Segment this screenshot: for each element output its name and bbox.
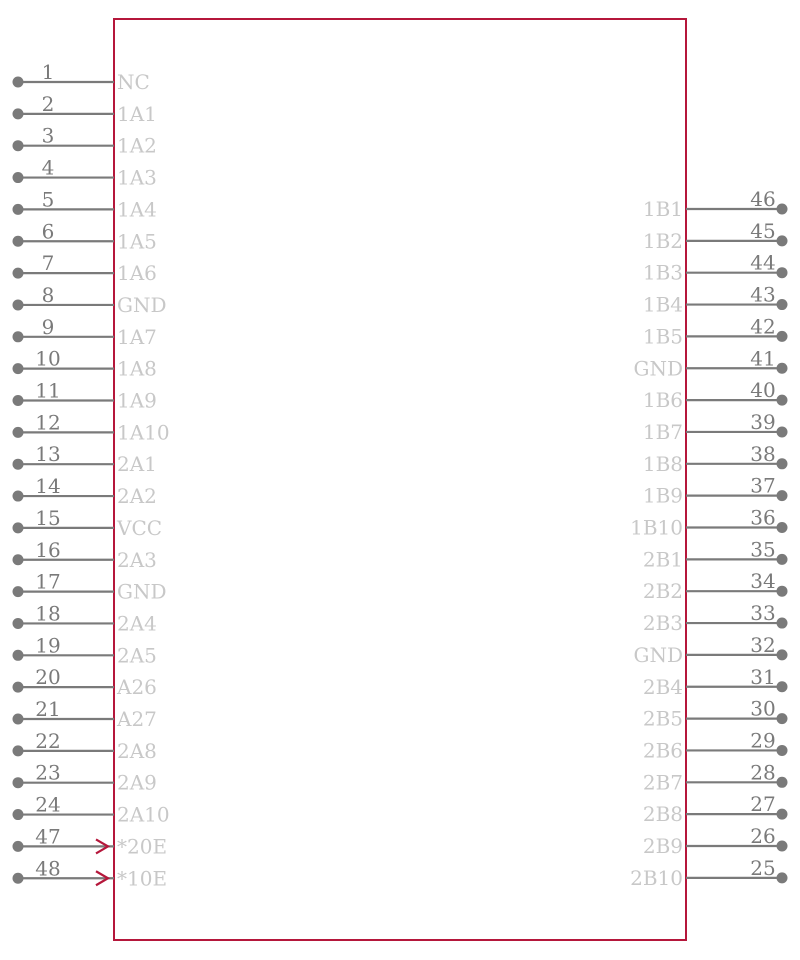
pin-name: 1B5: [642, 324, 683, 349]
pin-dot: [13, 586, 24, 597]
pin-name: *20E: [117, 834, 168, 859]
pin-dot: [777, 299, 788, 310]
pin-name: 1A5: [117, 229, 157, 254]
pin-dot: [777, 490, 788, 501]
pin-number: 45: [750, 218, 776, 243]
pin-name: GND: [117, 292, 167, 317]
left-pin-20: [13, 665, 157, 699]
right-pin-30: [643, 697, 788, 731]
left-pin-47: [13, 824, 168, 858]
pin-dot: [777, 586, 788, 597]
pin-dot: [13, 809, 24, 820]
right-pin-group: [630, 187, 787, 890]
pin-dot: [777, 395, 788, 406]
pin-name: 1B4: [642, 292, 683, 317]
pin-dot: [13, 650, 24, 661]
left-pin-1: [13, 60, 150, 94]
pin-number: 12: [35, 410, 61, 435]
pin-name: 1A3: [117, 165, 157, 190]
left-pin-10: [13, 347, 157, 381]
pin-dot: [13, 745, 24, 756]
left-pin-14: [13, 474, 157, 508]
pin-dot: [13, 140, 24, 151]
pin-number: 30: [750, 696, 776, 721]
pin-name: 2B7: [642, 770, 683, 795]
left-pin-group: [13, 60, 170, 890]
right-pin-26: [643, 824, 788, 858]
left-pin-2: [13, 92, 157, 126]
right-pin-31: [643, 665, 788, 699]
pin-name: 1A8: [117, 356, 157, 381]
pin-dot: [777, 235, 788, 246]
pin-number: 6: [41, 219, 55, 244]
pin-dot: [13, 554, 24, 565]
pin-name: 2B1: [642, 547, 683, 572]
pin-number: 23: [35, 760, 61, 785]
left-pin-4: [13, 156, 157, 190]
pin-number: 15: [35, 505, 61, 530]
pin-number: 37: [750, 473, 776, 498]
pin-number: 41: [750, 346, 776, 371]
pin-dot: [13, 522, 24, 533]
left-pin-6: [13, 219, 157, 253]
pin-dot: [13, 108, 24, 119]
pin-name: 2A3: [117, 547, 157, 572]
pin-name: 2B3: [642, 611, 683, 636]
pin-dot: [777, 649, 788, 660]
pin-dot: [13, 682, 24, 693]
pin-number: 24: [35, 792, 61, 817]
pin-number: 29: [750, 728, 776, 753]
right-pin-34: [643, 569, 788, 603]
pin-dot: [13, 236, 24, 247]
left-pin-12: [13, 410, 170, 444]
pin-name: 1B1: [642, 197, 683, 221]
pin-number: 46: [750, 187, 776, 211]
pin-dot: [777, 522, 788, 533]
pin-dot: [777, 681, 788, 692]
pin-name: 1A9: [117, 388, 157, 413]
pin-dot: [13, 873, 24, 884]
pin-number: 4: [41, 155, 55, 180]
pin-number: 31: [750, 664, 776, 689]
left-pin-18: [13, 601, 157, 635]
pin-number: 10: [35, 346, 61, 371]
pin-dot: [13, 395, 24, 406]
pin-number: 17: [35, 569, 61, 594]
pin-number: 43: [750, 282, 776, 307]
pin-number: 28: [750, 760, 776, 785]
right-pin-25: [630, 856, 787, 890]
pin-name: 2B2: [642, 579, 683, 604]
pin-number: 47: [35, 824, 61, 849]
right-pin-28: [643, 760, 788, 794]
pin-number: 8: [41, 282, 55, 307]
pin-name: GND: [633, 356, 683, 381]
pin-name: 1B6: [642, 388, 683, 413]
ic-body-outline: [114, 19, 686, 940]
pin-dot: [777, 745, 788, 756]
left-pin-7: [13, 251, 157, 285]
pin-number: 48: [35, 856, 61, 881]
left-pin-22: [13, 729, 157, 763]
pin-number: 14: [35, 474, 61, 499]
pin-name: 2A4: [117, 611, 157, 636]
pin-dot: [777, 331, 788, 342]
right-pin-42: [643, 314, 788, 348]
pin-name: *10E: [117, 866, 168, 891]
pin-name: A27: [117, 707, 157, 731]
pin-name: 2A9: [117, 770, 157, 795]
pin-number: 16: [35, 537, 61, 562]
pin-name: 1B10: [630, 515, 683, 540]
left-pin-21: [13, 697, 157, 731]
left-pin-17: [13, 570, 167, 604]
pin-dot: [777, 841, 788, 852]
pin-name: 1A2: [117, 133, 157, 158]
pin-name: 1B9: [642, 483, 683, 508]
pin-dot: [777, 204, 788, 215]
pin-dot: [777, 872, 788, 883]
pin-name: 1B3: [642, 260, 683, 285]
pin-number: 36: [750, 505, 776, 530]
pin-number: 38: [750, 441, 776, 466]
pin-number: 21: [35, 697, 61, 721]
pin-number: 27: [750, 792, 776, 817]
pin-dot: [777, 777, 788, 788]
pin-number: 32: [750, 632, 776, 657]
right-pin-29: [643, 728, 788, 762]
pin-dot: [13, 299, 24, 310]
pin-name: 1B2: [642, 228, 683, 253]
pin-number: 22: [35, 728, 61, 753]
pin-name: VCC: [117, 515, 163, 540]
pin-name: 2B9: [642, 834, 683, 858]
pin-name: 2A2: [117, 484, 157, 509]
right-pin-45: [643, 219, 788, 253]
pin-name: 2A5: [117, 643, 157, 668]
pin-number: 3: [41, 123, 55, 148]
left-pin-11: [13, 379, 157, 413]
pin-name: 1A7: [117, 324, 157, 349]
pin-number: 1: [41, 60, 55, 84]
pin-name: 1B8: [642, 451, 683, 476]
pin-name: 1A10: [117, 420, 170, 445]
pin-number: 19: [35, 633, 61, 658]
pin-name: 2B8: [642, 802, 683, 827]
pin-number: 34: [750, 569, 776, 594]
pin-number: 25: [750, 855, 776, 880]
pin-dot: [13, 777, 24, 788]
right-pin-39: [643, 410, 788, 444]
pin-name: 2A8: [117, 738, 157, 763]
pin-dot: [777, 554, 788, 565]
pin-name: 1A6: [117, 261, 157, 286]
pin-dot: [13, 77, 24, 88]
left-pin-23: [13, 761, 157, 795]
left-pin-3: [13, 124, 157, 158]
pin-dot: [777, 267, 788, 278]
left-pin-8: [13, 283, 167, 317]
pin-number: 39: [750, 409, 776, 434]
pin-name: 1B7: [642, 419, 683, 444]
pin-number: 11: [35, 378, 61, 403]
pin-dot: [13, 841, 24, 852]
pin-dot: [13, 204, 24, 215]
pin-dot: [777, 458, 788, 469]
pin-name: 2B5: [642, 706, 683, 731]
pin-dot: [777, 426, 788, 437]
pin-number: 44: [750, 250, 776, 275]
pin-dot: [13, 268, 24, 279]
pin-number: 13: [35, 442, 61, 467]
pin-dot: [13, 363, 24, 374]
pin-number: 42: [750, 314, 776, 339]
right-pin-33: [643, 601, 788, 635]
pin-name: NC: [117, 70, 150, 94]
pin-number: 33: [750, 601, 776, 626]
right-pin-36: [630, 506, 787, 540]
pin-number: 40: [750, 378, 776, 403]
right-pin-37: [643, 474, 788, 508]
pin-dot: [13, 427, 24, 438]
right-pin-38: [643, 442, 788, 476]
pin-number: 20: [35, 665, 61, 690]
right-pin-35: [643, 537, 788, 571]
pin-name: 2A1: [117, 452, 157, 477]
pin-number: 35: [750, 537, 776, 562]
right-pin-43: [643, 283, 788, 317]
left-pin-19: [13, 633, 157, 667]
left-pin-48: [13, 856, 168, 890]
left-pin-5: [13, 187, 157, 221]
pin-dot: [13, 172, 24, 183]
right-pin-32: [633, 633, 787, 667]
right-pin-41: [633, 346, 787, 380]
pin-name: 2B6: [642, 738, 683, 763]
pin-number: 9: [41, 314, 55, 339]
pin-name: 1A1: [117, 101, 157, 126]
left-pin-24: [13, 793, 170, 827]
pin-number: 18: [35, 601, 61, 626]
right-pin-46: [643, 187, 788, 221]
pin-dot: [777, 713, 788, 724]
left-pin-16: [13, 538, 157, 572]
pin-name: 1A4: [117, 197, 157, 222]
pin-number: 5: [41, 187, 55, 212]
pin-dot: [13, 331, 24, 342]
pin-name: 2B10: [630, 865, 683, 890]
pin-number: 26: [750, 824, 776, 848]
pin-number: 2: [41, 91, 55, 116]
pin-dot: [13, 714, 24, 725]
left-pin-9: [13, 315, 157, 349]
pin-dot: [777, 809, 788, 820]
pin-dot: [13, 459, 24, 470]
pin-dot: [13, 618, 24, 629]
right-pin-40: [643, 378, 788, 412]
right-pin-27: [643, 792, 788, 826]
pin-number: 7: [41, 251, 55, 276]
pin-name: 2A10: [117, 802, 170, 827]
pin-name: A26: [117, 675, 157, 700]
left-pin-13: [13, 442, 157, 476]
pin-name: GND: [633, 642, 683, 667]
pin-dot: [777, 363, 788, 374]
pin-name: 2B4: [642, 674, 683, 699]
left-pin-15: [13, 506, 163, 540]
pin-dot: [777, 618, 788, 629]
right-pin-44: [643, 251, 788, 285]
pin-name: GND: [117, 579, 167, 604]
pin-dot: [13, 491, 24, 502]
